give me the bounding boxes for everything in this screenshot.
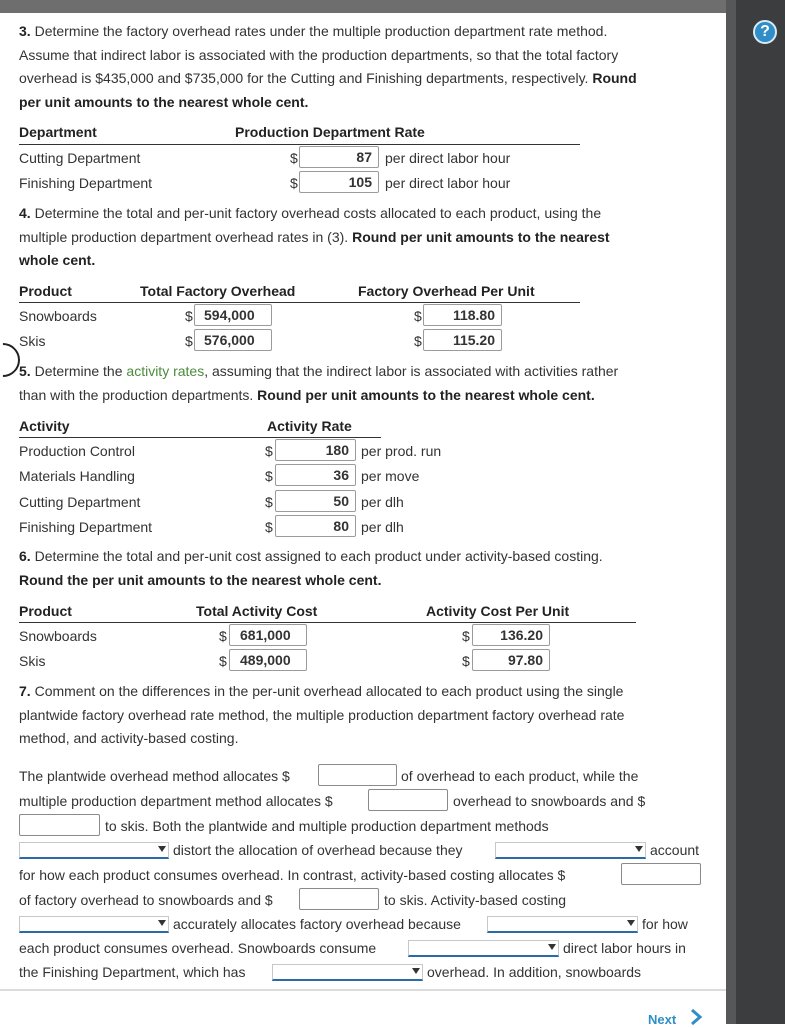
q3-col-rate: Production Department Rate bbox=[235, 124, 425, 140]
q5-bold1: Round per unit amounts to the nearest whole cent. bbox=[257, 386, 595, 403]
help-icon[interactable]: ? bbox=[753, 20, 777, 44]
q6-unit-input[interactable]: 97.80 bbox=[472, 649, 550, 671]
q6-header-rule bbox=[19, 622, 636, 623]
q7-s1a: The plantwide overhead method allocates $ bbox=[19, 768, 290, 784]
q3-bold2: per unit amounts to the nearest whole cent. bbox=[19, 93, 309, 110]
q5-text bbox=[19, 360, 618, 407]
q5-row-unit: per move bbox=[361, 468, 420, 484]
q3-rate-input[interactable]: 105 bbox=[299, 171, 379, 193]
q7-select-1[interactable] bbox=[19, 842, 169, 859]
q4-col-unit: Factory Overhead Per Unit bbox=[358, 283, 535, 299]
q7-multi-snowboards-input[interactable] bbox=[368, 789, 448, 811]
q4-line2: multiple production department overhead rates in (3). bbox=[19, 228, 349, 245]
q3-row-unit: per direct labor hour bbox=[385, 150, 511, 166]
q4-row-name: Skis bbox=[19, 333, 46, 349]
q5-row-unit: per dlh bbox=[361, 494, 404, 510]
q4-col-total: Total Factory Overhead bbox=[140, 283, 296, 299]
q7-number: 7. bbox=[19, 683, 31, 699]
q7-s2a: multiple production department method allocates $ bbox=[19, 793, 333, 809]
q5-row-unit: per prod. run bbox=[361, 443, 442, 459]
dollar-sign: $ bbox=[185, 333, 193, 349]
q7-s1b: of overhead to each product, while the bbox=[401, 768, 639, 784]
dollar-sign: $ bbox=[265, 443, 273, 459]
q6-col-total: Total Activity Cost bbox=[196, 603, 318, 619]
q7-select-4[interactable] bbox=[487, 916, 638, 933]
q6-number: 6. bbox=[19, 548, 31, 564]
q7-s5a: for how each product consumes overhead. In contrast, activity-based costing allocates $ bbox=[19, 867, 566, 883]
dollar-sign: $ bbox=[265, 494, 273, 510]
q5-header-rule bbox=[19, 437, 381, 438]
next-button[interactable]: Next bbox=[648, 1012, 677, 1027]
dollar-sign: $ bbox=[185, 308, 193, 324]
chevron-down-icon bbox=[548, 944, 556, 950]
q5-rate-input[interactable]: 50 bbox=[275, 490, 356, 512]
q7-line1: Comment on the differences in the per-unit overhead allocated to each product using the single bbox=[34, 683, 624, 699]
q6-row-name: Snowboards bbox=[19, 628, 97, 644]
q7-line2: plantwide factory overhead rate method, the multiple production department factory overhead rate bbox=[19, 706, 625, 723]
q3-row-name: Finishing Department bbox=[19, 175, 153, 191]
dollar-sign: $ bbox=[414, 308, 422, 324]
q5-number: 5. bbox=[19, 363, 31, 379]
dollar-sign: $ bbox=[290, 175, 298, 191]
q5-col-activity: Activity bbox=[19, 418, 70, 434]
q6-total-input[interactable]: 681,000 bbox=[229, 624, 307, 646]
q4-col-product: Product bbox=[19, 283, 72, 299]
q7-select-5[interactable] bbox=[408, 940, 559, 957]
q4-text bbox=[19, 202, 610, 273]
bottom-bar bbox=[0, 989, 726, 1026]
q7-s8b: direct labor hours in bbox=[563, 940, 686, 956]
q5-col-rate: Activity Rate bbox=[267, 418, 352, 434]
q5-row-unit: per dlh bbox=[361, 519, 404, 535]
q7-s4b: account bbox=[650, 842, 700, 858]
q5-rate-input[interactable]: 180 bbox=[275, 439, 356, 461]
q7-abc-skis-input[interactable] bbox=[299, 888, 379, 910]
q4-unit-input[interactable]: 115.20 bbox=[423, 329, 502, 351]
q5-row-name: Materials Handling bbox=[19, 468, 135, 484]
q3-line2: Assume that indirect labor is associated with the production departments, so that the total factory bbox=[19, 46, 619, 63]
q7-s9a: the Finishing Department, which has bbox=[19, 964, 246, 980]
q6-bold1: Round the per unit amounts to the nearest whole cent. bbox=[19, 571, 382, 588]
q4-number: 4. bbox=[19, 205, 31, 221]
q7-plantwide-input[interactable] bbox=[318, 764, 397, 786]
q7-s9b: overhead. In addition, snowboards bbox=[427, 964, 642, 980]
q7-select-2[interactable] bbox=[495, 842, 646, 859]
q3-bold1: Round bbox=[592, 70, 637, 86]
q3-rate-input[interactable]: 87 bbox=[299, 146, 379, 168]
q7-select-6[interactable] bbox=[272, 964, 423, 981]
q6-text bbox=[19, 545, 603, 592]
dollar-sign: $ bbox=[462, 628, 470, 644]
q7-s7a: accurately allocates factory overhead because bbox=[173, 916, 461, 932]
q5-pre: Determine the bbox=[34, 363, 123, 379]
q3-header-rule bbox=[19, 144, 580, 145]
q5-post: , assuming that the indirect labor is associated with activities rather bbox=[204, 363, 619, 379]
q4-bold2: whole cent. bbox=[19, 252, 96, 268]
q6-unit-input[interactable]: 136.20 bbox=[472, 624, 550, 646]
q7-s4a: distort the allocation of overhead because they bbox=[173, 842, 463, 858]
q3-text bbox=[19, 20, 637, 114]
q6-total-input[interactable]: 489,000 bbox=[229, 649, 307, 671]
q7-s8a: each product consumes overhead. Snowboards consume bbox=[19, 940, 377, 956]
q7-s6a: of factory overhead to snowboards and $ bbox=[19, 892, 273, 908]
q5-rate-input[interactable]: 36 bbox=[275, 464, 356, 486]
dollar-sign: $ bbox=[414, 333, 422, 349]
q3-row-name: Cutting Department bbox=[19, 150, 141, 166]
q5-rate-input[interactable]: 80 bbox=[275, 515, 356, 537]
q4-row-name: Snowboards bbox=[19, 308, 97, 324]
chevron-down-icon bbox=[158, 920, 166, 926]
q6-row-name: Skis bbox=[19, 653, 46, 669]
q7-s3a: to skis. Both the plantwide and multiple production department methods bbox=[105, 818, 549, 834]
q5-row-name: Finishing Department bbox=[19, 519, 153, 535]
q7-abc-snowboards-input[interactable] bbox=[621, 863, 701, 885]
q7-s6b: to skis. Activity-based costing bbox=[384, 892, 567, 908]
q6-line1: Determine the total and per-unit cost assigned to each product under activity-based costing. bbox=[34, 548, 603, 564]
dollar-sign: $ bbox=[219, 628, 227, 644]
q7-s2b: overhead to snowboards and $ bbox=[453, 793, 646, 809]
q7-text bbox=[19, 680, 624, 751]
dollar-sign: $ bbox=[290, 150, 298, 166]
q4-total-input[interactable]: 576,000 bbox=[194, 329, 272, 351]
q5-row-name: Production Control bbox=[19, 443, 135, 459]
chevron-down-icon bbox=[627, 920, 635, 926]
chevron-right-icon[interactable] bbox=[684, 1006, 706, 1028]
q3-line1: Determine the factory overhead rates under the multiple production department rate method. bbox=[34, 23, 608, 39]
q7-multi-skis-input[interactable] bbox=[19, 814, 100, 836]
q3-col-department: Department bbox=[19, 124, 97, 140]
q3-number: 3. bbox=[19, 23, 31, 39]
q5-line2: than with the production departments. bbox=[19, 386, 254, 403]
q7-line3: method, and activity-based costing. bbox=[19, 730, 239, 746]
q3-row-unit: per direct labor hour bbox=[385, 175, 511, 191]
q7-select-3[interactable] bbox=[19, 916, 169, 933]
chevron-down-icon bbox=[635, 846, 643, 852]
q3-line3: overhead is $435,000 and $735,000 for the Cutting and Finishing departments, respectively. bbox=[19, 70, 589, 86]
sidebar-edge bbox=[726, 0, 736, 1024]
q7-s7b: for how bbox=[642, 916, 688, 932]
q5-row-name: Cutting Department bbox=[19, 494, 141, 510]
dollar-sign: $ bbox=[219, 653, 227, 669]
chevron-down-icon bbox=[158, 846, 166, 852]
q6-col-unit: Activity Cost Per Unit bbox=[426, 603, 570, 619]
q4-unit-input[interactable]: 118.80 bbox=[423, 304, 502, 326]
q4-bold1: Round per unit amounts to the nearest bbox=[352, 228, 610, 245]
chevron-down-icon bbox=[412, 968, 420, 974]
q4-header-rule bbox=[19, 302, 580, 303]
q6-col-product: Product bbox=[19, 603, 72, 619]
q4-total-input[interactable]: 594,000 bbox=[194, 304, 272, 326]
dollar-sign: $ bbox=[265, 519, 273, 535]
top-bar bbox=[0, 0, 726, 13]
activity-rates-link[interactable]: activity rates bbox=[126, 363, 205, 379]
dollar-sign: $ bbox=[462, 653, 470, 669]
dollar-sign: $ bbox=[265, 468, 273, 484]
q4-line1: Determine the total and per-unit factory overhead costs allocated to each product, using the bbox=[34, 205, 602, 221]
